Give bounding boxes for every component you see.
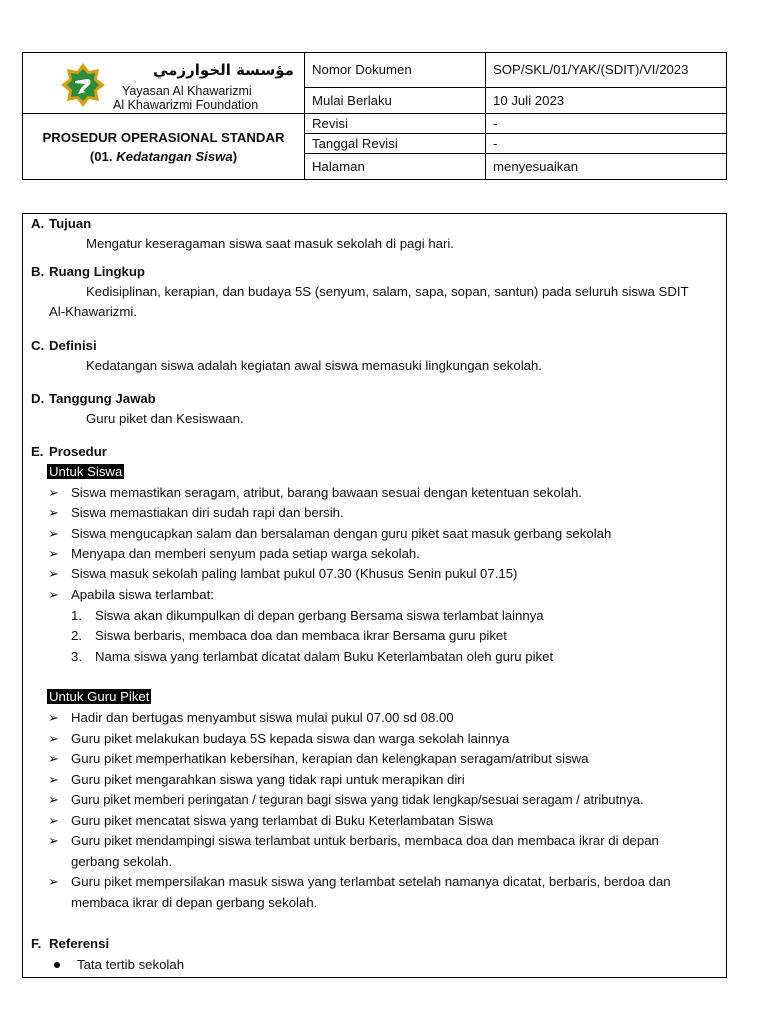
- section-b-line2: Al-Khawarizmi.: [49, 304, 137, 319]
- siswa-item: Siswa mengucapkan salam dan bersalaman dengan guru piket saat masuk gerbang sekolah: [71, 526, 612, 541]
- guru-item: Guru piket melakukan budaya 5S kepada siswa dan warga sekolah lainnya: [71, 731, 510, 746]
- label-tanggal-revisi: Tanggal Revisi: [305, 134, 486, 154]
- section-f-title: Referensi: [49, 936, 110, 951]
- late-item-text: Nama siswa yang terlambat dicatat dalam Buku Keterlambatan oleh guru piket: [95, 649, 554, 664]
- section-b-line1: Kedisiplinan, kerapian, dan budaya 5S (senyum, salam, sapa, sopan, santun) pada seluruh siswa SDIT: [86, 284, 689, 299]
- logo-arabic-text: مؤسسة الخوارزمي: [153, 61, 294, 79]
- section-a-text: Mengatur keseragaman siswa saat masuk sekolah di pagi hari.: [86, 236, 454, 251]
- sop-title: [23, 114, 305, 180]
- section-d-letter: D.: [31, 391, 45, 406]
- label-revisi: Revisi: [305, 114, 486, 134]
- guru-piket-heading: Untuk Guru Piket: [49, 689, 150, 704]
- guru-item-continuation: membaca ikrar di depan gerbang sekolah.: [71, 895, 318, 910]
- guru-item-continuation: gerbang sekolah.: [71, 854, 173, 869]
- guru-item: Guru piket mengarahkan siswa yang tidak rapi untuk merapikan diri: [71, 772, 465, 787]
- sop-title-line1: PROSEDUR OPERASIONAL STANDAR: [42, 129, 285, 145]
- section-c-title: Definisi: [49, 338, 97, 353]
- siswa-item: Siswa memastiakan diri sudah rapi dan bersih.: [71, 505, 344, 520]
- guru-item: Guru piket memperhatikan kebersihan, kerapian dan kelengkapan seragam/atribut siswa: [71, 751, 589, 766]
- section-b-letter: B.: [31, 264, 45, 279]
- arrow-bullet-icon: ➢: [48, 751, 59, 766]
- late-item-text: Siswa akan dikumpulkan di depan gerbang Bersama siswa terlambat lainnya: [95, 608, 544, 623]
- section-d-text: Guru piket dan Kesiswaan.: [86, 411, 244, 426]
- value-mulai-berlaku: 10 Juli 2023: [486, 87, 727, 113]
- label-mulai-berlaku: Mulai Berlaku: [305, 87, 486, 113]
- siswa-item: Siswa masuk sekolah paling lambat pukul 07.30 (Khusus Senin pukul 07.15): [71, 566, 518, 581]
- section-f-letter: F.: [31, 936, 42, 951]
- siswa-item: Siswa memastikan seragam, atribut, barang bawaan sesuai dengan ketentuan sekolah.: [71, 485, 582, 500]
- arrow-bullet-icon: ➢: [48, 587, 59, 602]
- referensi-item: Tata tertib sekolah: [77, 957, 185, 972]
- section-e-title: Prosedur: [49, 444, 107, 459]
- arrow-bullet-icon: ➢: [48, 813, 59, 828]
- late-item-text: Siswa berbaris, membaca doa dan membaca ikrar Bersama guru piket: [95, 628, 507, 643]
- label-nomor-dokumen: Nomor Dokumen: [305, 53, 486, 88]
- arrow-bullet-icon: ➢: [48, 566, 59, 581]
- arrow-bullet-icon: ➢: [48, 505, 59, 520]
- arrow-bullet-icon: ➢: [48, 485, 59, 500]
- arrow-bullet-icon: ➢: [48, 792, 59, 807]
- value-halaman: menyesuaikan: [486, 154, 727, 180]
- arrow-bullet-icon: ➢: [48, 710, 59, 725]
- siswa-heading: Untuk Siswa: [49, 464, 123, 479]
- arrow-bullet-icon: ➢: [48, 546, 59, 561]
- siswa-item: Apabila siswa terlambat:: [71, 587, 214, 602]
- guru-item: Guru piket mendampingi siswa terlambat untuk berbaris, membaca doa dan membaca ikrar di depan: [71, 833, 659, 848]
- arrow-bullet-icon: ➢: [48, 833, 59, 848]
- label-halaman: Halaman: [305, 154, 486, 180]
- arrow-bullet-icon: ➢: [48, 731, 59, 746]
- arrow-bullet-icon: ➢: [48, 874, 59, 889]
- siswa-item: Menyapa dan memberi senyum pada setiap warga sekolah.: [71, 546, 420, 561]
- document-header-table: [22, 52, 727, 180]
- section-c-text: Kedatangan siswa adalah kegiatan awal siswa memasuki lingkungan sekolah.: [86, 358, 542, 373]
- guru-item: Guru piket mempersilakan masuk siswa yang terlambat setelah namanya dicatat, berbaris, berdoa dan: [71, 874, 671, 889]
- guru-item: Hadir dan bertugas menyambut siswa mulai pukul 07.00 sd 08.00: [71, 710, 454, 725]
- logo-name-indonesian: Yayasan Al Khawarizmi: [122, 84, 252, 98]
- section-a-title: Tujuan: [49, 216, 92, 231]
- section-b-title: Ruang Lingkup: [49, 264, 145, 279]
- document-content: [22, 213, 727, 978]
- section-d-title: Tanggung Jawab: [49, 391, 156, 406]
- late-item-number: 3.: [71, 649, 82, 664]
- value-tanggal-revisi: -: [486, 134, 727, 154]
- arrow-bullet-icon: ➢: [48, 772, 59, 787]
- section-c-letter: C.: [31, 338, 45, 353]
- guru-item: Guru piket mencatat siswa yang terlambat di Buku Keterlambatan Siswa: [71, 813, 494, 828]
- foundation-logo-icon: [61, 63, 105, 107]
- value-revisi: -: [486, 114, 727, 134]
- logo-name-english: Al Khawarizmi Foundation: [113, 98, 259, 112]
- bullet-dot-icon: [54, 962, 60, 968]
- value-nomor-dokumen: SOP/SKL/01/YAK/(SDIT)/VI/2023: [486, 53, 727, 88]
- section-a-letter: A.: [31, 216, 45, 231]
- late-item-number: 1.: [71, 608, 82, 623]
- arrow-bullet-icon: ➢: [48, 526, 59, 541]
- guru-item: Guru piket memberi peringatan / teguran bagi siswa yang tidak lengkap/sesuai seragam / atributnya.: [71, 792, 644, 807]
- sop-title-line2: (01. Kedatangan Siswa): [89, 148, 238, 164]
- section-e-letter: E.: [31, 444, 44, 459]
- late-item-number: 2.: [71, 628, 82, 643]
- logo-cell: [23, 53, 305, 114]
